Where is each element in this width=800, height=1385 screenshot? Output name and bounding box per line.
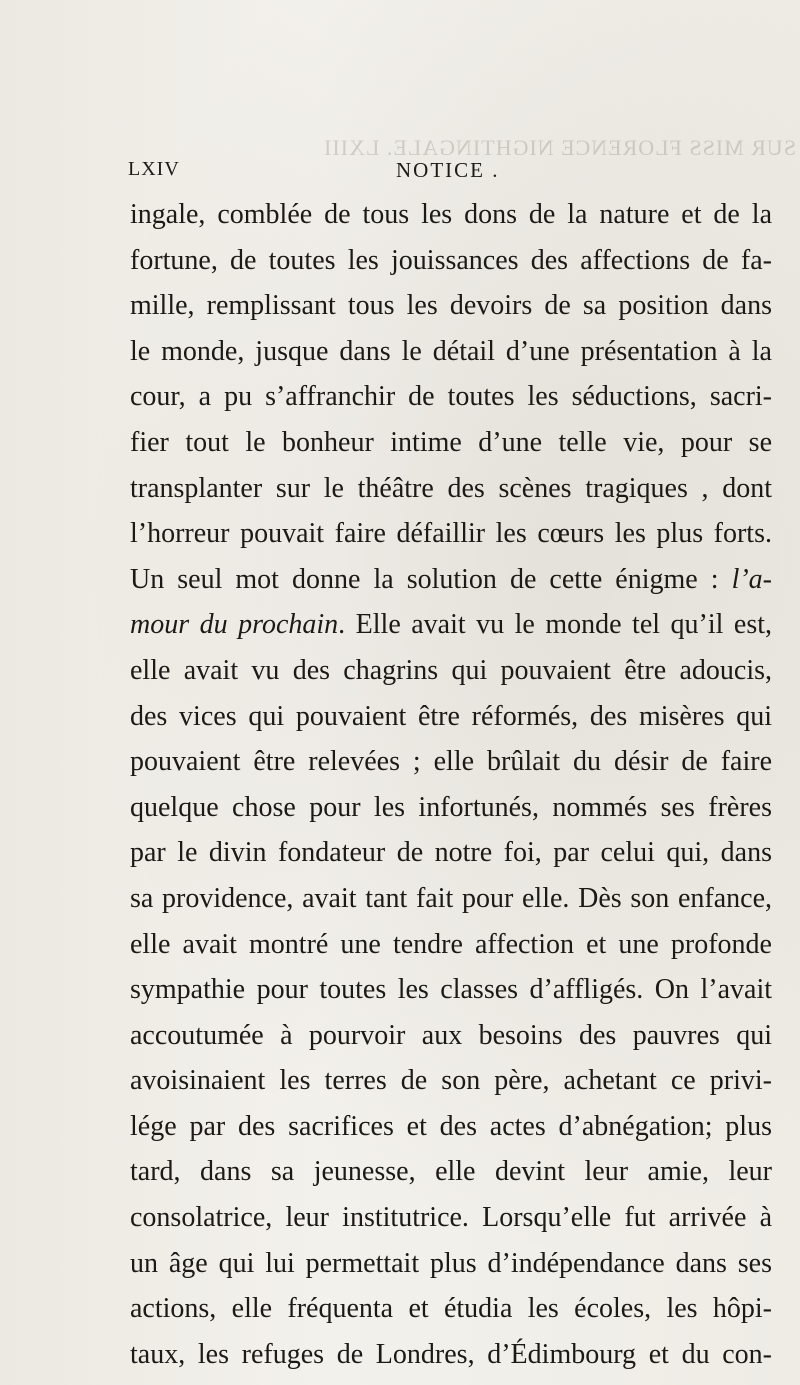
text-line [130,238,772,284]
text-run: sympathie pour toutes les classes d’affligés. On l’avait [130,974,772,1006]
italic-text: mour du prochain [130,609,339,641]
text-line [130,192,772,238]
text-line [130,466,772,512]
text-run: elle avait montré une tendre affection et une profonde [130,928,772,960]
text-run: quelque chose pour les infortunés, nommés ses frères [130,791,772,823]
text-run: elle avait vu des chagrins qui pouvaient être adoucis, [130,654,772,686]
text-run: accoutumée à pourvoir aux besoins des pauvres qui [130,1019,772,1051]
text-run: fortune, de toutes les jouissances des affections de fa- [130,244,772,276]
running-title: NOTICE . [396,158,500,182]
text-run: actions, elle fréquenta et étudia les écoles, les hôpi- [130,1293,772,1325]
text-run: lége par des sacrifices et des actes d’abnégation; plus [130,1110,772,1142]
text-line [130,1286,772,1332]
text-line [130,1332,772,1378]
text-line [130,1149,772,1195]
text-run: Un seul mot donne la solution de cette énigme : [130,563,732,595]
text-run: cour, a pu s’affranchir de toutes les séductions, sacri- [130,381,772,413]
bleed-through-text: SUR MISS FLORENCE NIGHTINGALE. LXIII [323,135,796,160]
page-number: LXIV [128,158,180,180]
text-line [130,374,772,420]
text-line [130,329,772,375]
text-line [130,1013,772,1059]
text-run: taux, les refuges de Londres, d’Édimbourg et du con- [130,1338,772,1370]
text-run: sa providence, avait tant fait pour elle. Dès son enfance, [130,882,772,914]
text-run: mille, remplissant tous les devoirs de sa position dans [130,290,772,322]
text-run: ingale, comblée de tous les dons de la nature et de la [130,199,772,230]
text-line [130,511,772,557]
body-text [130,192,772,1377]
text-line [130,1058,772,1104]
text-run: l’horreur pouvait faire défaillir les cœurs les plus forts. [130,518,772,550]
text-line [130,694,772,740]
text-run: le monde, jusque dans le détail d’une présentation à la [130,335,772,367]
text-run: consolatrice, leur institutrice. Lorsqu’elle fut arrivée à [130,1202,772,1234]
text-run: . Elle avait vu le monde tel qu’il est, [338,609,772,641]
text-line [130,830,772,876]
text-run: des vices qui pouvaient être réformés, des misères qui [130,700,772,732]
text-line [130,648,772,694]
text-line [130,557,772,603]
text-run: pouvaient être relevées ; elle brûlait du désir de faire [130,746,772,778]
text-line [130,1195,772,1241]
text-run: par le divin fondateur de notre foi, par celui qui, dans [130,837,772,869]
text-line [130,1241,772,1287]
text-run: tard, dans sa jeunesse, elle devint leur amie, leur [130,1156,772,1188]
text-line [130,876,772,922]
text-line [130,602,772,648]
text-line [130,1104,772,1150]
text-line [130,967,772,1013]
text-line [130,283,772,329]
text-run: un âge qui lui permettait plus d’indépendance dans ses [130,1247,772,1279]
text-run: transplanter sur le théâtre des scènes tragiques , dont [130,472,772,504]
text-run: fier tout le bonheur intime d’une telle vie, pour se [130,426,772,458]
text-line [130,739,772,785]
text-run: avoisinaient les terres de son père, achetant ce privi- [130,1065,772,1097]
text-line [130,420,772,466]
page-header [128,158,772,188]
text-line [130,922,772,968]
text-line [130,785,772,831]
italic-text: l’a- [731,563,772,595]
